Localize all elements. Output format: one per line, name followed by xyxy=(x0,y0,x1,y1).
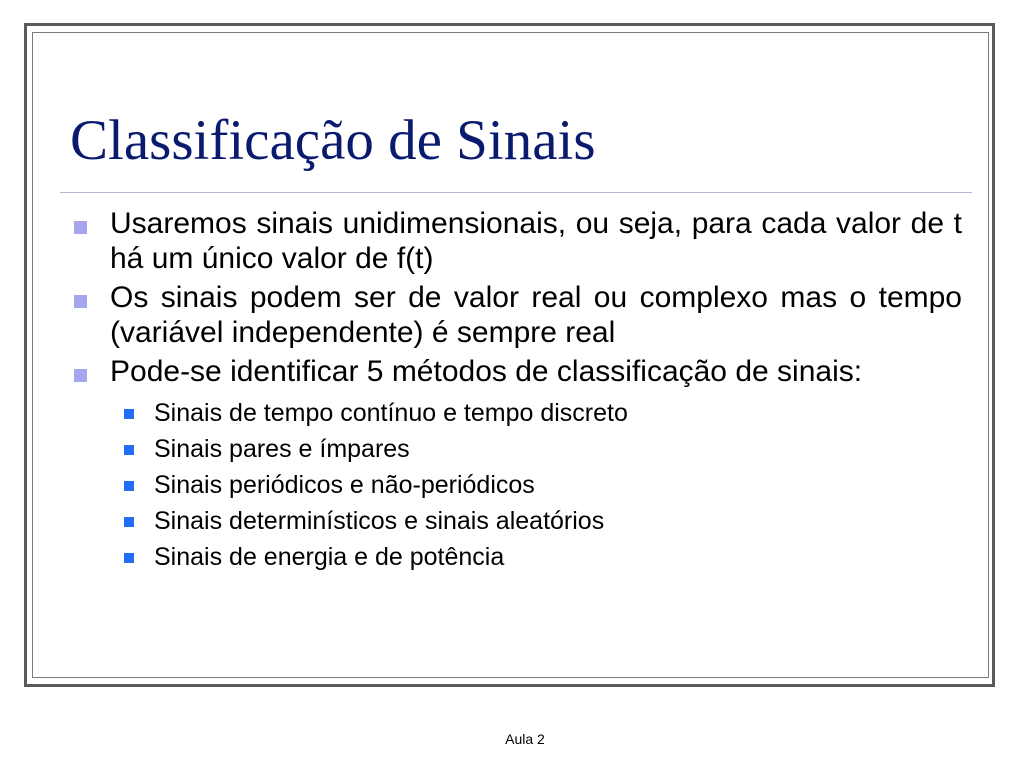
small-square-bullet-icon xyxy=(124,517,134,527)
slide-footer: Aula 2 xyxy=(505,731,545,747)
square-bullet-icon xyxy=(74,295,87,308)
small-square-bullet-icon xyxy=(124,553,134,563)
small-square-bullet-icon xyxy=(124,409,134,419)
method-item xyxy=(110,503,962,539)
bullet-text: Pode-se identificar 5 métodos de classificação de sinais: xyxy=(110,355,863,388)
method-list xyxy=(110,395,962,575)
method-text: Sinais periódicos e não-periódicos xyxy=(154,471,535,499)
square-bullet-icon xyxy=(74,221,87,234)
bullet-item xyxy=(70,280,962,350)
method-item xyxy=(110,395,962,431)
square-bullet-icon xyxy=(74,369,87,382)
method-item xyxy=(110,467,962,503)
small-square-bullet-icon xyxy=(124,481,134,491)
bullet-item xyxy=(70,206,962,276)
method-text: Sinais pares e ímpares xyxy=(154,435,410,463)
small-square-bullet-icon xyxy=(124,445,134,455)
bullet-item xyxy=(70,354,962,575)
method-text: Sinais de tempo contínuo e tempo discreto xyxy=(154,399,628,427)
method-text: Sinais determinísticos e sinais aleatórios xyxy=(154,507,605,535)
method-text: Sinais de energia e de potência xyxy=(154,543,505,571)
method-item xyxy=(110,539,962,575)
bullet-text: Os sinais podem ser de valor real ou complexo mas o tempo (variável independente) é sempre real xyxy=(110,281,962,349)
bullet-text: Usaremos sinais unidimensionais, ou seja, para cada valor de t há um único valor de f(t) xyxy=(110,207,962,275)
slide-title: Classificação de Sinais xyxy=(70,109,596,172)
method-item xyxy=(110,431,962,467)
title-divider xyxy=(60,192,972,193)
bullet-list xyxy=(70,206,962,579)
